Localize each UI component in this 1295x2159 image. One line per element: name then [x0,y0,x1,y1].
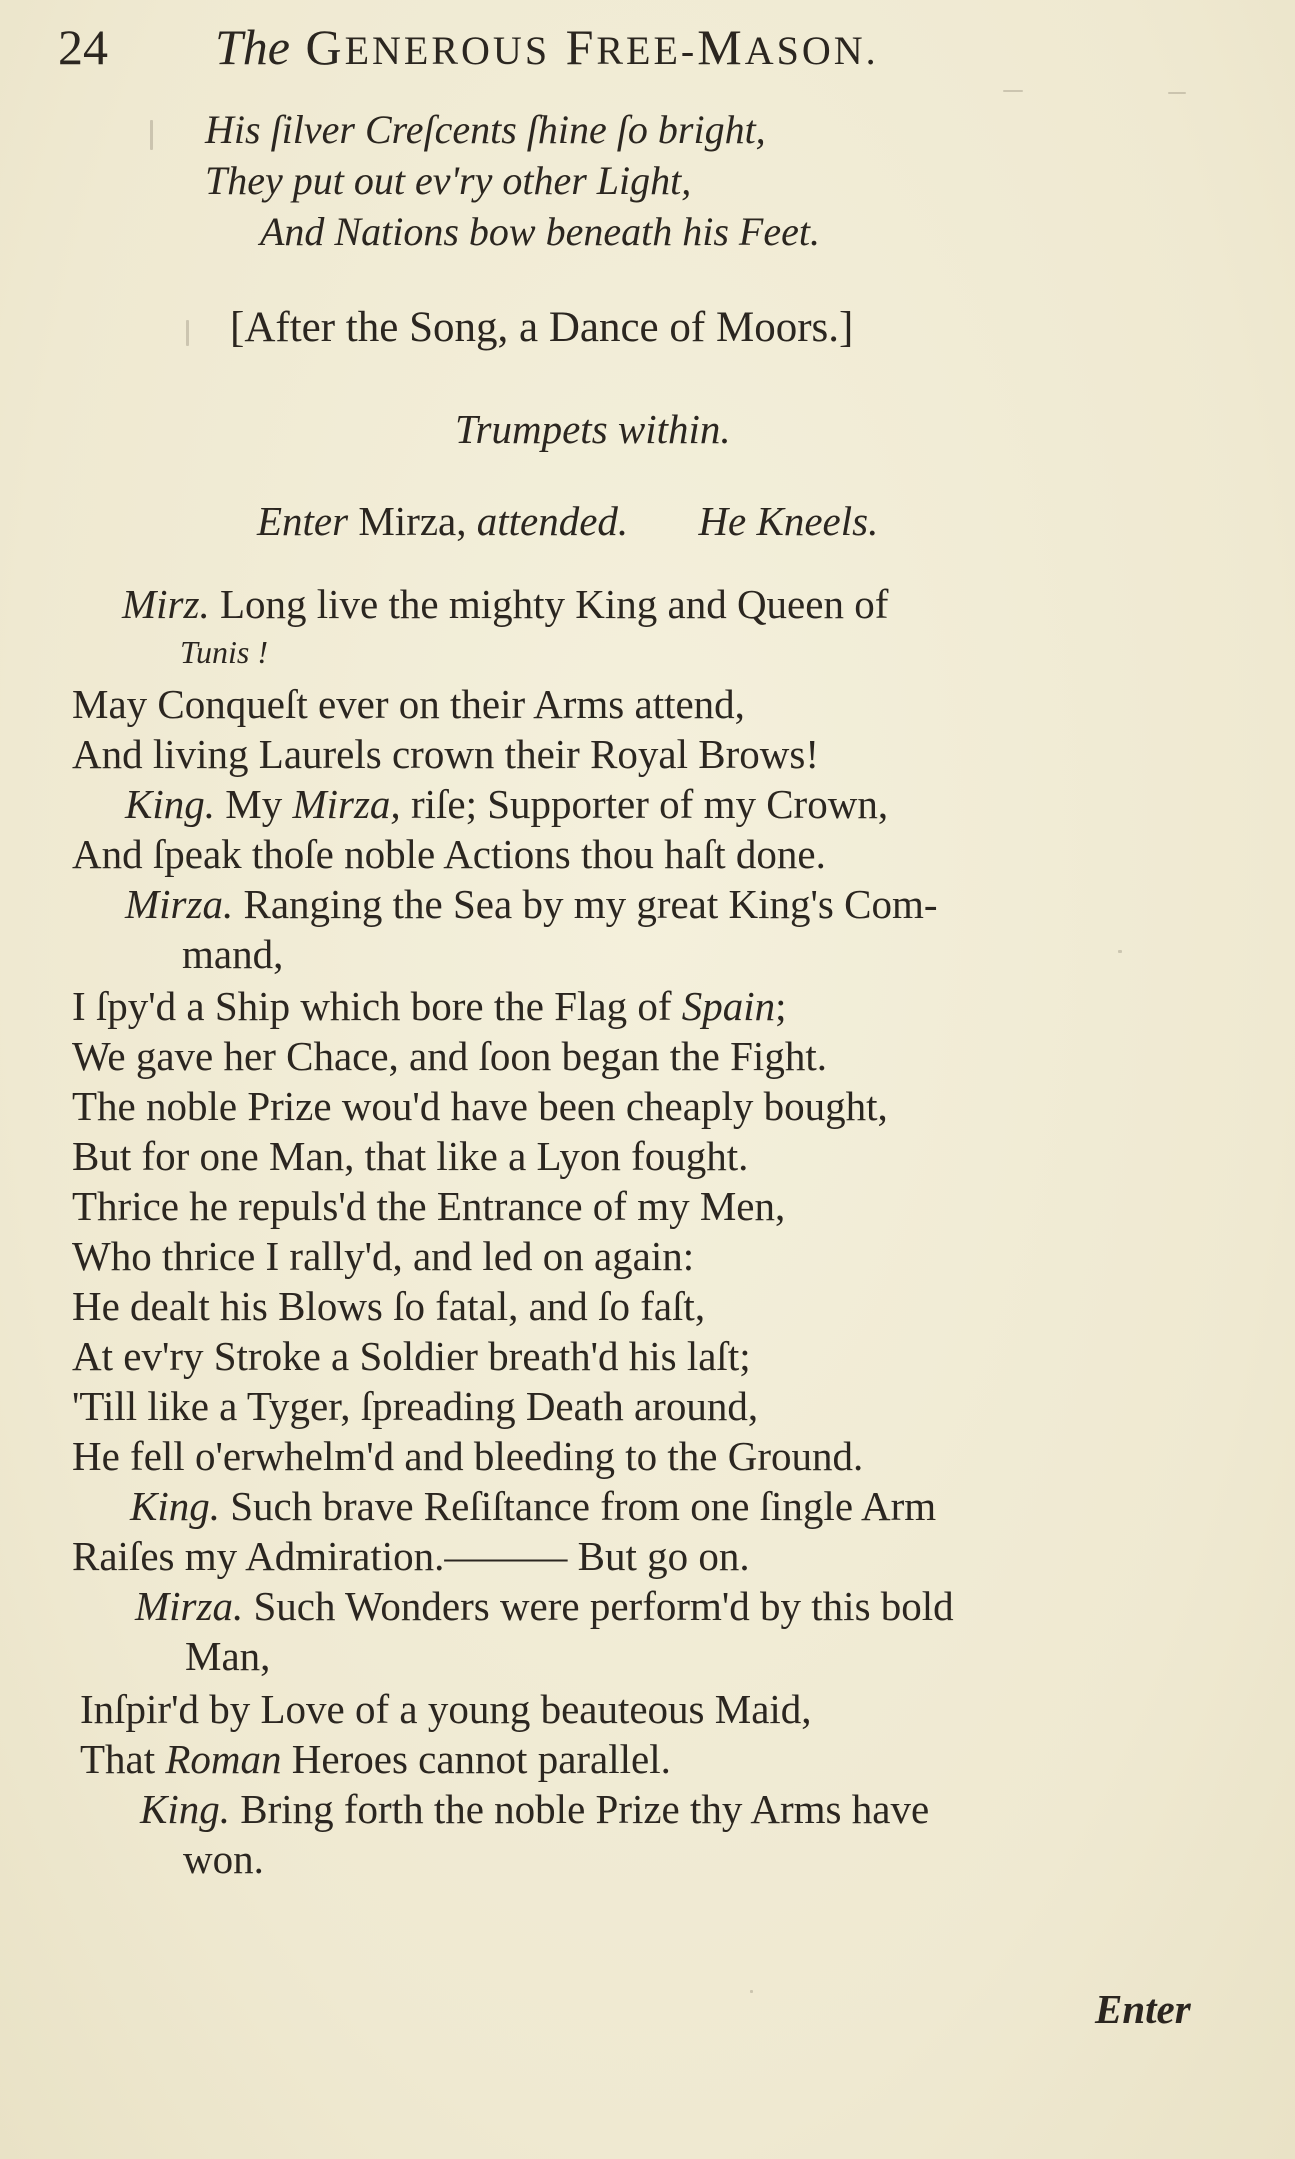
line-22 [140,1785,929,1833]
paper-speck [150,120,153,150]
paper-speck [186,320,189,346]
speaker-king: King. [130,1483,220,1529]
catchword: Enter [1095,1986,1191,2032]
line-3: And living Laurels crown their Royal Brows! [72,731,819,777]
song-line-1: His ſilver Creſcents ſhine ſo bright, [205,107,766,152]
line-8: We gave her Chace, and ſoon began the Fight. [72,1033,827,1079]
line-4-b: riſe; Supporter of my Crown, [410,781,889,827]
line-7-a: I ſpy'd a Ship which bore the Flag of [72,983,672,1029]
line-16: He fell o'erwhelm'd and bleeding to the Ground. [72,1433,864,1479]
song-line-3: And Nations bow beneath his Feet. [260,209,820,254]
line-17-text: Such brave Reſiſtance from one ſingle Arm [230,1483,937,1529]
line-19-cont: Man, [185,1633,271,1679]
line-4 [125,780,888,828]
line-11: Thrice he repuls'd the Entrance of my Men, [72,1183,786,1229]
running-title-f: F [565,19,597,75]
line-1-cont: Tunis ! [180,634,269,670]
paper-speck [750,1990,753,1993]
line-21 [80,1735,671,1783]
paper-speck [1168,92,1186,94]
stage-direction-trumpets: Trumpets within. [455,406,731,452]
speaker-mirz: Mirz. [122,581,210,627]
line-21-a: That [80,1736,156,1782]
line-5: And ſpeak thoſe noble Actions thou haſt done. [72,831,826,877]
stage-direction-dance: [After the Song, a Dance of Moors.] [230,304,854,351]
song-line-2: They put out ev'ry other Light, [205,158,692,203]
page-number: 24 [58,19,108,75]
line-2: May Conqueſt ever on their Arms attend, [72,681,745,727]
line-6 [125,880,938,928]
speaker-king: King. [140,1786,230,1832]
running-title-enerous: ENEROUS [344,28,551,73]
line-7-b: ; [775,983,787,1029]
line-22-cont: won. [183,1836,264,1882]
enter-attended: attended. [476,498,629,544]
line-4-a: My [225,781,283,827]
line-20: Inſpir'd by Love of a young beauteous Maid, [80,1686,812,1732]
stage-direction-enter [257,497,878,545]
line-19-text: Such Wonders were perform'd by this bold [253,1583,954,1629]
line-18: Raiſes my Admiration.——— But go on. [72,1533,750,1579]
line-1-text: Long live the mighty King and Queen of [219,581,889,627]
line-14: At ev'ry Stroke a Soldier breath'd his laſt; [72,1333,751,1379]
enter-kneels: He Kneels. [698,498,879,544]
line-4-name: Mirza, [292,781,401,827]
paper-speck [1003,90,1023,92]
enter-name: Mirza, [358,498,467,544]
line-17 [130,1482,936,1530]
speaker-mirza: Mirza. [125,881,234,927]
running-title-g: G [305,19,345,75]
running-title-ree: REE- [596,28,698,73]
line-12: Who thrice I rally'd, and led on again: [72,1233,695,1279]
line-9: The noble Prize wou'd have been cheaply bought, [72,1083,888,1129]
speaker-king: King. [125,781,215,827]
line-1 [122,580,888,628]
running-title-the: The [215,19,290,75]
line-7-place: Spain [681,983,776,1029]
line-22-text: Bring forth the noble Prize thy Arms have [240,1786,930,1832]
line-10: But for one Man, that like a Lyon fought. [72,1133,749,1179]
line-15: 'Till like a Tyger, ſpreading Death around, [72,1383,759,1429]
line-21-name: Roman [165,1736,282,1782]
line-6-text: Ranging the Sea by my great King's Com- [243,881,938,927]
paper-speck [1118,950,1122,953]
line-19 [135,1582,954,1630]
line-6-cont: mand, [182,931,284,977]
line-21-b: Heroes cannot parallel. [291,1736,671,1782]
running-title [215,18,879,76]
running-title-m: M [697,19,745,75]
running-title-ason: ASON. [744,28,879,73]
enter-word: Enter [257,498,349,544]
speaker-mirza: Mirza. [135,1583,244,1629]
line-13: He dealt his Blows ſo fatal, and ſo faſt, [72,1283,706,1329]
line-7 [72,982,787,1030]
